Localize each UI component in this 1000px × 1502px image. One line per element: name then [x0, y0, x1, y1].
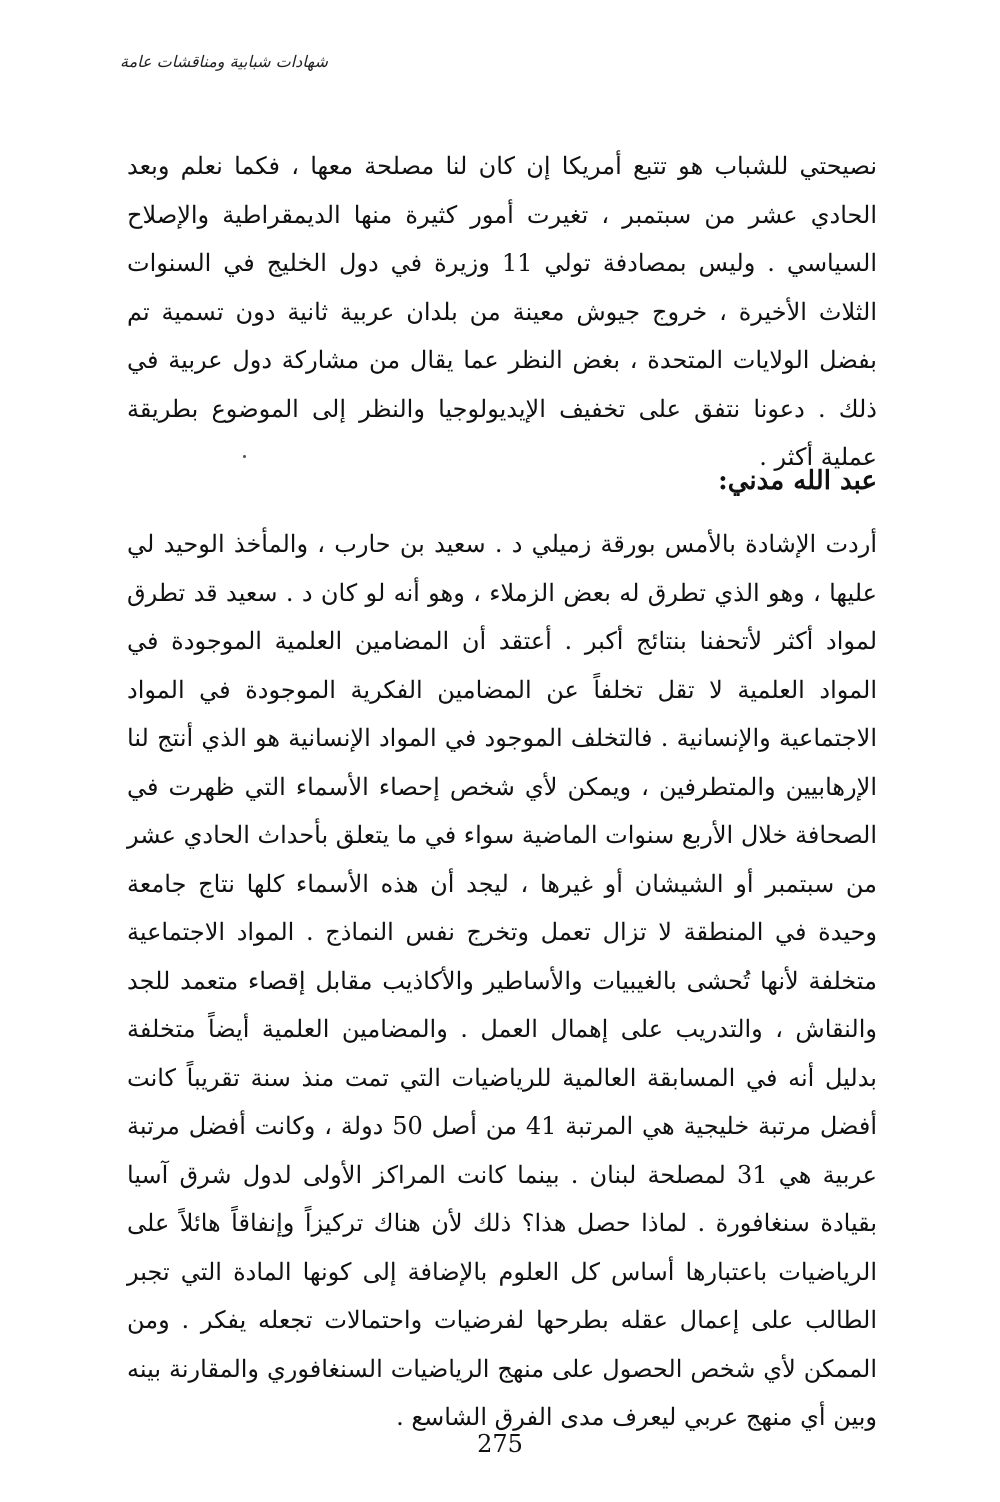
stray-mark	[243, 455, 246, 458]
paragraph-1: نصيحتي للشباب هو تتبع أمريكا إن كان لنا مصلحة معها ، فكما نعلم وبعد الحادي عشر من سبتمبر ، تغيرت أمور كثيرة منها الديمقراطية والإصلاح السياسي . وليس بمصادفة تولي 11 وزيرة في دول الخليج في السنوات الثلاث الأخيرة ، خروج جيوش معينة من بلدان عربية ثانية دون تسمية تم بفضل الولايات المتحدة ، بغض النظر عما يقال من مشاركة دول عربية في ذلك . دعونا نتفق على تخفيف الإيديولوجيا والنظر إلى الموضوع بطريقة عملية أكثر .	[127, 152, 877, 471]
speaker-name: عبد الله مدني:	[718, 466, 877, 496]
running-header: شهادات شبابية ومناقشات عامة	[120, 52, 328, 71]
page-number: 275	[477, 1430, 523, 1458]
paragraph-2: أردت الإشادة بالأمس بورقة زميلي د . سعيد بن حارب ، والمأخذ الوحيد لي عليها ، وهو الذي تطرق له بعض الزملاء ، وهو أنه لو كان د . سعيد قد تطرق لمواد أكثر لأتحفنا بنتائج أكبر . أعتقد أن المضامين العلمية الموجودة في المواد العلمية لا تقل تخلفاً عن المضامين الفكرية الموجودة في المواد الاجتماعية والإنسانية . فالتخلف الموجود في المواد الإنسانية هو الذي أنتج لنا الإرهابيين والمتطرفين ، ويمكن لأي شخص إحصاء الأسماء التي ظهرت في الصحافة خلال الأربع سنوات الماضية سواء في ما يتعلق بأحداث الحادي عشر من سبتمبر أو الشيشان أو غيرها ، ليجد أن هذه الأسماء كلها نتاج جامعة وحيدة في المنطقة لا تزال تعمل وتخرج نفس النماذج . المواد الاجتماعية متخلفة لأنها تُحشى بالغيبيات والأساطير والأكاذيب مقابل إقصاء متعمد للجد والنقاش ، والتدريب على إهمال العمل . والمضامين العلمية أيضاً متخلفة بدليل أنه في المسابقة العالمية للرياضيات التي تمت منذ سنة تقريباً كانت أفضل مرتبة خليجية هي المرتبة 41 من أصل 50 دولة ، وكانت أفضل مرتبة عربية هي 31 لمصلحة لبنان . بينما كانت المراكز الأولى لدول شرق آسيا بقيادة سنغافورة . لماذا حصل هذا؟ ذلك لأن هناك تركيزاً وإنفاقاً هائلاً على الرياضيات باعتبارها أساس كل العلوم بالإضافة إلى كونها المادة التي تجبر الطالب على إعمال عقله بطرحها لفرضيات واحتمالات تجعله يفكر . ومن الممكن لأي شخص الحصول على منهج الرياضيات السنغافوري والمقارنة بينه وبين أي منهج عربي ليعرف مدى الفرق الشاسع .	[127, 530, 878, 1431]
